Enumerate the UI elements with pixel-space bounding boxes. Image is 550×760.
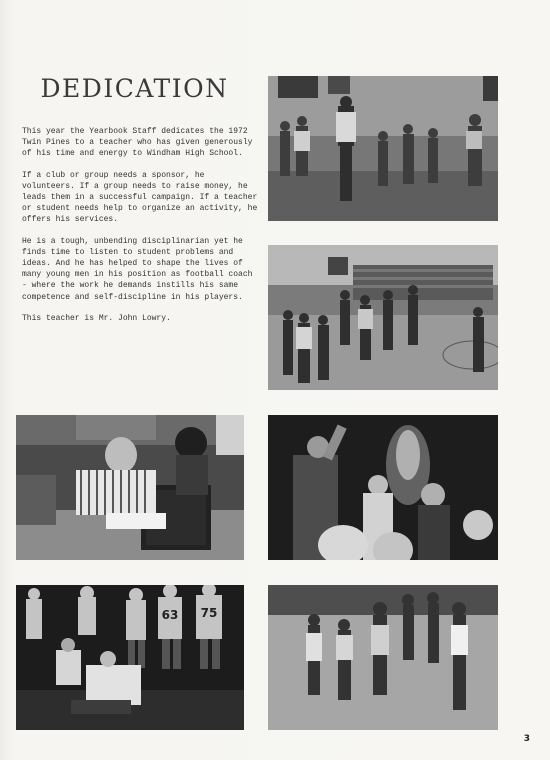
dedication-text <box>22 126 258 334</box>
photo-gym-students <box>268 585 498 730</box>
paragraph-1: This year the Yearbook Staff dedicates the 1972 Twin Pines to a teacher who has given generously of his time and energy to Windham High School. <box>22 127 253 159</box>
photo-gym-dance <box>268 245 498 390</box>
paragraph-2: If a club or group needs a sponsor, he volunteers. If a group needs to raise money, he leads them in a successful campaign. If a teacher or student needs help to organize an activity, he offers his services. <box>22 170 258 225</box>
photo-football-team <box>16 585 244 730</box>
jersey-number-63: 63 <box>161 608 179 622</box>
paragraph-4: This teacher is Mr. John Lowry. <box>22 313 171 323</box>
jersey-number-75: 75 <box>200 606 218 620</box>
photo-gym-coach <box>268 76 498 221</box>
paragraph-3: He is a tough, unbending disciplinarian yet he finds time to listen to student problems and ideas. And he has helped to shape the lives of many young men in his position as football coach - where the work he demands instills his same competence and self-discipline in his players. <box>22 236 253 302</box>
page-number: 3 <box>523 734 530 744</box>
page-title: DEDICATION <box>40 74 229 103</box>
photo-teacher-desk <box>16 415 244 560</box>
photo-dark-crowd <box>268 415 498 560</box>
